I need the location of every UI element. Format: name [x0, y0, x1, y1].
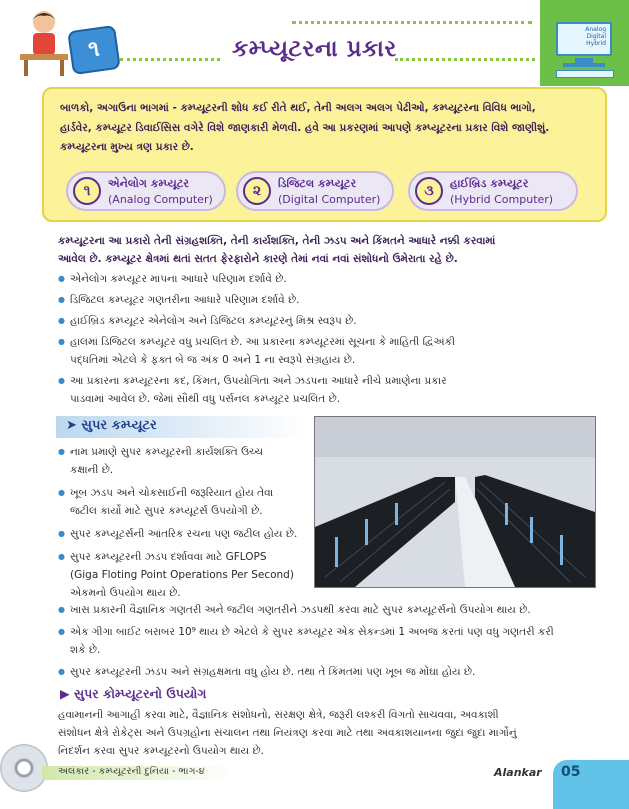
type-pill-hybrid — [408, 171, 578, 211]
type-number: ૧ — [73, 177, 101, 205]
type-name-english: (Hybrid Computer) — [450, 193, 554, 206]
page-number: 05 — [561, 764, 581, 780]
paragraph-line: હવામાનની આગાહી કરવા માટે, વૈજ્ઞાનિક સંશોધનો, સંરક્ષણ ક્ષેત્રે, જરૂરી લશ્કરી વિગતો સાચવવા, અવકાશી — [58, 709, 499, 721]
bullet-item: ● એનેલોગ કમ્પ્યૂટર માપના આધારે પરિણામ દર્શાવે છે. — [58, 270, 603, 288]
bullet-item: ● આ પ્રકારના કમ્પ્યૂટરના કદ, કિંમત, ઉપયોગિતા અને ઝડપના આધારે નીચે પ્રમાણેના પ્રકાર પાડવામાં આવેલ છે. જેમાં સૌથી વધુ પર્સનલ કમ્પ્યૂટર પ્રચલિત છે. — [58, 372, 603, 408]
type-pill-digital — [236, 171, 394, 211]
intro-paragraph — [60, 98, 595, 138]
super-computer-side-bullets — [58, 443, 308, 602]
type-name-english: (Analog Computer) — [108, 193, 213, 206]
bullet-item: ● સુપર કમ્પ્યૂટર્સની આંતરિક રચના પણ જટીલ હોય છે. — [58, 525, 308, 543]
uses-paragraph — [58, 706, 598, 760]
cd-disk-icon — [0, 744, 48, 792]
bullet-item: ● ખાસ પ્રકારની વૈજ્ઞાનિક ગણતરી અને જટીલ ગણતરીને ઝડપથી કરવા માટે સુપર કમ્પ્યૂટર્સનો ઉપયોગ થાય છે. — [58, 601, 603, 619]
title-dotted-rule-left — [120, 58, 220, 61]
bullet-item: ● નામ પ્રમાણે સુપર કમ્પ્યૂટરની કાર્યશક્તિ ઉચ્ચ કક્ષાની છે. — [58, 443, 308, 479]
bullet-item: ● એક ગીગા બાઈટ બરાબર 10⁹ થાય છે એટલે કે સુપર કમ્પ્યૂટર એક સેકન્ડમાં 1 અબજ કરતાં પણ વધુ ગણતરી કરી શકે છે. — [58, 623, 603, 659]
type-name-gujarati: હાઈબ્રિડ કમ્પ્યૂટર — [450, 177, 529, 190]
bullet-item: ● સુપર કમ્પ્યૂટરની ઝડપ દર્શાવવા માટે GFLOPS (Giga Floting Point Operations Per Second) એકમનો ઉપયોગ થાય છે. — [58, 548, 308, 602]
bullet-item: ● હાઈબ્રિડ કમ્પ્યૂટર એનેલોગ અને ડિજિટલ કમ્પ્યૂટરનું મિશ્ર સ્વરૂપ છે. — [58, 312, 603, 330]
header-dotted-rule — [292, 21, 532, 24]
intro-line: બાળકો, અગાઉના ભાગમાં - કમ્પ્યૂટરની શોધ કઈ રીતે થઈ, તેની અલગ અલગ પેઢીઓ, કમ્પ્યૂટરના વિવિધ ભાગો, — [60, 102, 536, 114]
monitor-screen — [556, 22, 612, 56]
arrow-icon: ➤ — [66, 418, 82, 433]
title-dotted-rule-right — [395, 58, 535, 61]
paragraph-line: નિદર્શન કરવા સુપર કમ્પ્યૂટરનો ઉપયોગ થાય છે. — [58, 745, 264, 757]
keyboard-icon — [556, 70, 614, 78]
type-number: ૨ — [243, 177, 271, 205]
arrow-icon: ▶ — [60, 686, 74, 701]
paragraph-line: આવેલ છે. કમ્પ્યૂટર ક્ષેત્રમાં થતાં સતત ફેરફારોને કારણે તેમાં નવાં નવાં સંશોધનો ઉમેરાતા રહે છે. — [58, 253, 458, 265]
kid-at-desk-illustration — [14, 8, 74, 78]
type-name-gujarati: એનેલોગ કમ્પ્યૂટર — [108, 177, 189, 190]
monitor-base — [563, 63, 605, 67]
publisher-logo: Alankar — [494, 766, 542, 779]
bullet-item: ● સુપર કમ્પ્યૂટરની ઝડપ અને સંગ્રહક્ષમતા વધુ હોય છે. તથા તે કિંમતમાં પણ ખૂબ જ મોંઘા હોય છે. — [58, 663, 603, 681]
uses-heading: ▶ સુપર કોમ્પ્યૂટરનો ઉપયોગ — [60, 686, 207, 701]
type-number: ૩ — [415, 177, 443, 205]
classification-bullets — [58, 270, 603, 408]
type-name-gujarati: ડિજિટલ કમ્પ્યૂટર — [278, 177, 357, 190]
monitor-line: Hybrid — [586, 40, 606, 47]
section-heading: ➤ સુપર કમ્પ્યૂટર — [66, 418, 157, 433]
super-computer-full-bullets — [58, 601, 603, 681]
supercomputer-photo — [314, 416, 596, 588]
server-racks-image — [315, 417, 595, 587]
type-pill-analog — [66, 171, 226, 211]
chapter-number-badge — [67, 25, 121, 75]
footer-book-title: અલંકાર - કમ્પ્યૂટરની દુનિયા - ભાગ-૪ — [58, 766, 205, 777]
paragraph-line: સંશોધન ક્ષેત્રે રોકેટ્સ અને ઉપગ્રહોના સંચાલન તથા નિયંત્રણ કરવા માટે તથા અવકાશયાનના જુદા જુદા માર્ગોનું — [58, 727, 517, 739]
intro-types-lead: કમ્પ્યૂટરના મુખ્ય ત્રણ પ્રકાર છે. — [60, 141, 194, 153]
monitor-line: Analog — [585, 26, 606, 33]
bullet-item: ● ડિજિટલ કમ્પ્યૂટર ગણતરીના આધારે પરિણામ દર્શાવે છે. — [58, 291, 603, 309]
page-title: કમ્પ્યૂટરના પ્રકાર — [232, 36, 397, 62]
type-name-english: (Digital Computer) — [278, 193, 381, 206]
paragraph-line: કમ્પ્યૂટરના આ પ્રકારો તેની સંગ્રહશક્તિ, તેની કાર્યશક્તિ, તેની ઝડપ અને કિંમતને આધારે નક્કી કરવામાં — [58, 235, 496, 247]
bullet-item: ● હાલમાં ડિજિટલ કમ્પ્યૂટર વધુ પ્રચલિત છે. આ પ્રકારના કમ્પ્યૂટરમાં સૂચના કે માહિતી દ્વિઅંકી પદ્ધતિમાં એટલે કે ફક્ત બે જ અંક 0 અને 1 ના સ્વરૂપે સંગ્રહાય છે. — [58, 333, 603, 369]
classification-paragraph — [58, 232, 598, 268]
chapter-number: ૧ — [86, 36, 102, 63]
bullet-item: ● ખૂબ ઝડપ અને ચોકસાઈની જરૂરિયાત હોય તેવા જટીલ કાર્યો માટે સુપર કમ્પ્યૂટર્સ ઉપયોગી છે. — [58, 484, 308, 520]
intro-line: હાર્ડવેર, કમ્પ્યૂટર ડિવાઈસિસ વગેરે વિશે જાણકારી મેળવી. હવે આ પ્રકરણમાં આપણે કમ્પ્યૂટરના પ્રકાર વિશે જાણીશું. — [60, 122, 550, 134]
monitor-line: Digital — [586, 33, 606, 40]
